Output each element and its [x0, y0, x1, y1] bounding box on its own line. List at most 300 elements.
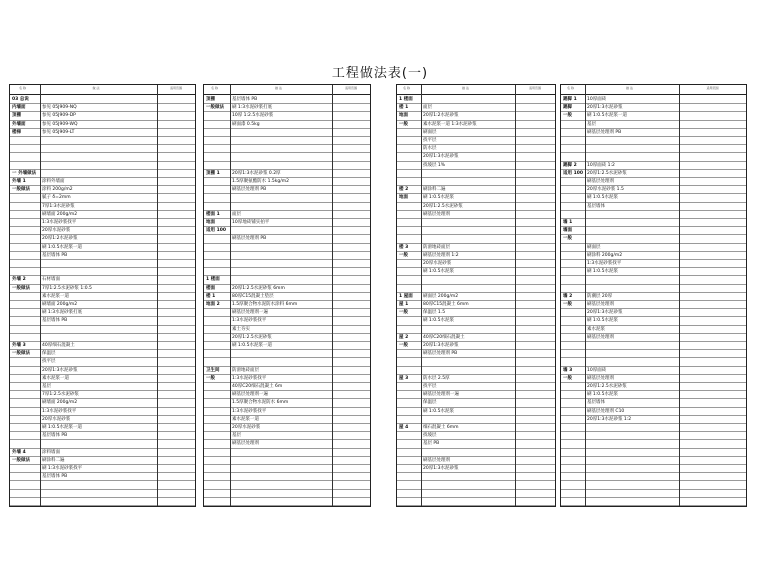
- row-divider: [204, 505, 370, 506]
- item-spec: 1:3水泥砂浆找平: [232, 318, 267, 324]
- header-cell: 适用范围: [345, 86, 358, 90]
- row-divider: [561, 234, 746, 235]
- row-divider: [10, 448, 195, 449]
- row-divider: [561, 423, 746, 424]
- row-divider: [561, 341, 746, 342]
- item-spec: 20厚1:2水泥砂浆: [423, 113, 459, 119]
- row-divider: [561, 226, 746, 227]
- row-divider: [204, 136, 370, 137]
- row-divider: [10, 193, 195, 194]
- item-name: 一般做法: [206, 105, 224, 111]
- item-name: 适用 100: [563, 170, 583, 176]
- item-spec: 20厚1:3水泥砂浆: [423, 154, 459, 160]
- item-spec: 刷墙面 200g/m2: [42, 400, 78, 406]
- sheet-2: [203, 84, 371, 507]
- item-spec: 20厚1:2.5水泥砂浆: [423, 203, 463, 209]
- item-spec: 20厚1:3水泥砂浆: [587, 310, 623, 316]
- header-cell: 名 称: [567, 86, 574, 90]
- item-spec: 基层: [42, 384, 51, 389]
- item-spec: 刷基层处理剂 1:2: [423, 252, 459, 258]
- sheet-header: [561, 85, 746, 95]
- item-name: 外墙 1: [12, 179, 26, 184]
- row-divider: [204, 497, 370, 498]
- item-spec: 刷基层处理剂 PB: [232, 236, 267, 242]
- item-name: 踢脚: [563, 105, 572, 111]
- item-spec: 20厚1:2.5水泥砂浆: [232, 334, 272, 340]
- row-divider: [561, 456, 746, 457]
- item-spec: 涂料外墙面: [42, 179, 65, 184]
- item-name: 楼 1: [399, 105, 409, 111]
- column-divider: [515, 85, 516, 506]
- row-divider: [204, 300, 370, 301]
- row-divider: [204, 243, 370, 244]
- item-spec: 20厚1:3水泥砂浆: [423, 466, 459, 471]
- item-spec: 20厚1:3水泥砂浆: [587, 105, 623, 111]
- row-divider: [561, 169, 746, 170]
- item-name: 卫生间: [206, 367, 220, 373]
- item-spec: 面层: [232, 211, 241, 217]
- item-spec: 防滑地砖面层: [232, 367, 259, 373]
- item-spec: 刷 1:0.5水泥浆: [423, 269, 454, 275]
- row-divider: [204, 218, 370, 219]
- item-name: 楼面: [206, 285, 215, 291]
- item-spec: 20厚水泥砂浆 1.5: [587, 187, 624, 193]
- row-divider: [10, 251, 195, 252]
- item-spec: 刷 1:0.5水泥浆一道: [232, 343, 272, 348]
- item-spec: 20厚水泥砂浆: [42, 416, 71, 422]
- item-spec: 基层墙体 PB: [42, 252, 68, 258]
- item-name: 楼 2: [399, 187, 409, 193]
- item-name: 1 楼面: [399, 97, 413, 102]
- item-spec: 防水层: [423, 146, 437, 152]
- row-divider: [10, 407, 195, 408]
- item-spec: 基层墙体: [587, 203, 605, 209]
- item-spec: 刷基层处理剂一遍: [423, 392, 459, 398]
- item-spec: 刷基层处理剂: [423, 457, 450, 463]
- item-spec: 基层: [232, 433, 241, 439]
- item-spec: 1:3水泥砂浆找平: [232, 375, 267, 381]
- item-spec: 刷墙面 200g/m2: [42, 211, 78, 217]
- item-spec: 刷基层处理剂: [587, 334, 614, 340]
- row-divider: [561, 218, 746, 219]
- row-divider: [10, 243, 195, 244]
- item-spec: 20厚1:3水泥砂浆 1:2: [587, 416, 632, 422]
- row-divider: [204, 144, 370, 145]
- item-spec: 素土夯实: [232, 326, 250, 332]
- row-divider: [204, 275, 370, 276]
- column-divider: [40, 85, 41, 506]
- row-divider: [561, 366, 746, 367]
- item-name: 一般: [399, 310, 408, 316]
- item-name: 楼 3: [399, 244, 409, 250]
- item-spec: 找平层: [42, 359, 56, 365]
- item-spec: 涂料 200g/m2: [42, 187, 73, 193]
- item-name: 踢脚 1: [563, 97, 577, 102]
- header-cell: 适用范围: [529, 86, 542, 90]
- row-divider: [10, 284, 195, 285]
- item-name: 地面 2: [206, 302, 220, 307]
- row-divider: [204, 456, 370, 457]
- item-name: 外墙面: [12, 121, 26, 127]
- row-divider: [561, 161, 746, 162]
- row-divider: [10, 308, 195, 309]
- row-divider: [10, 374, 195, 375]
- row-divider: [204, 366, 370, 367]
- item-spec: 刷基层处理剂: [232, 441, 259, 447]
- header-cell: 做 法: [462, 86, 469, 90]
- row-divider: [561, 136, 746, 137]
- item-name: 外墙 3: [12, 343, 26, 348]
- item-spec: 刷基层处理剂 PB: [232, 187, 267, 193]
- item-spec: 7厚1:2.5水泥砂浆: [42, 392, 79, 398]
- row-divider: [561, 292, 746, 293]
- item-spec: 10厚面砖: [587, 367, 607, 373]
- row-divider: [10, 234, 195, 235]
- row-divider: [10, 464, 195, 465]
- item-spec: 素水泥浆一道: [232, 416, 259, 422]
- item-spec: 刷面层 200g/m2: [423, 293, 459, 299]
- row-divider: [204, 169, 370, 170]
- row-divider: [204, 111, 370, 112]
- row-divider: [561, 480, 746, 481]
- item-name: 楼面 1: [206, 211, 220, 217]
- row-divider: [561, 497, 746, 498]
- row-divider: [10, 128, 195, 129]
- row-divider: [204, 357, 370, 358]
- item-name: 一般: [563, 236, 572, 242]
- item-name: 一般: [563, 302, 572, 307]
- row-divider: [561, 120, 746, 121]
- row-divider: [10, 169, 195, 170]
- row-divider: [10, 300, 195, 301]
- row-divider: [10, 136, 195, 137]
- row-divider: [10, 489, 195, 490]
- row-divider: [10, 259, 195, 260]
- column-divider: [585, 85, 586, 506]
- row-divider: [204, 251, 370, 252]
- row-divider: [10, 472, 195, 473]
- row-divider: [561, 152, 746, 153]
- row-divider: [204, 152, 370, 153]
- item-spec: 20厚水泥砂浆: [423, 261, 452, 266]
- item-spec: 刷涂料二遍: [42, 457, 65, 463]
- item-name: 墙 3: [563, 367, 573, 373]
- row-divider: [561, 431, 746, 432]
- row-divider: [10, 161, 195, 162]
- item-name: 屋 4: [399, 425, 409, 430]
- item-name: 一般: [399, 343, 408, 348]
- column-divider: [157, 85, 158, 506]
- item-spec: 刷面漆 0.5kg: [232, 121, 260, 127]
- row-divider: [204, 202, 370, 203]
- item-spec: 找坡层: [423, 433, 437, 439]
- row-divider: [204, 407, 370, 408]
- item-spec: 10厚面砖: [587, 97, 607, 102]
- item-name: 顶棚: [206, 97, 215, 102]
- row-divider: [10, 226, 195, 227]
- row-divider: [561, 325, 746, 326]
- item-spec: 涂料墙面: [42, 449, 60, 455]
- item-name: 一般: [206, 375, 215, 381]
- item-name: 一般: [399, 252, 408, 258]
- row-divider: [561, 407, 746, 408]
- row-divider: [204, 193, 370, 194]
- column-divider: [421, 85, 422, 506]
- item-spec: 刷 1:3水泥砂浆打底: [42, 310, 83, 316]
- item-name: 内墙面: [12, 105, 26, 111]
- row-divider: [204, 226, 370, 227]
- row-divider: [10, 456, 195, 457]
- column-divider: [679, 85, 680, 506]
- column-divider: [230, 85, 231, 506]
- item-spec: 基层墙体 PB: [42, 474, 68, 480]
- row-divider: [204, 423, 370, 424]
- row-divider: [204, 161, 370, 162]
- row-divider: [204, 472, 370, 473]
- row-divider: [10, 366, 195, 367]
- row-divider: [561, 284, 746, 285]
- item-name: 楼 1: [206, 293, 216, 299]
- row-divider: [10, 349, 195, 350]
- item-spec: 1:3水泥砂浆找平: [42, 220, 77, 225]
- column-divider: [332, 85, 333, 506]
- item-spec: 20厚1:2.5水泥砂浆: [587, 170, 627, 176]
- row-divider: [561, 349, 746, 350]
- item-spec: 基层: [587, 121, 596, 127]
- sheet-4: [560, 84, 747, 507]
- item-spec: 1:3水泥砂浆找平: [232, 408, 267, 414]
- item-spec: 20厚1:3水泥砂浆: [423, 343, 459, 348]
- item-spec: 找平层: [423, 384, 437, 389]
- row-divider: [10, 505, 195, 506]
- item-spec: 1:3水泥砂浆找平: [587, 261, 622, 266]
- item-spec: 10厚地砖铺实拍平: [232, 220, 270, 225]
- item-spec: 40厚C20细石混凝土 6m: [232, 384, 283, 389]
- row-divider: [204, 341, 370, 342]
- row-divider: [561, 464, 746, 465]
- row-divider: [10, 111, 195, 112]
- item-spec: 20厚1:2.5水泥砂浆 6mm: [232, 285, 285, 291]
- row-divider: [10, 398, 195, 399]
- item-spec: 石材墙面: [42, 277, 60, 283]
- item-spec: 刷 1:0.5水泥浆: [423, 318, 454, 324]
- item-spec: 刷 1:0.5水泥浆: [587, 269, 618, 275]
- item-name: 03 总说: [12, 97, 29, 102]
- row-divider: [561, 128, 746, 129]
- row-divider: [561, 210, 746, 211]
- item-spec: 刷基层处理剂 PB: [587, 129, 622, 135]
- header-cell: 做 法: [275, 86, 282, 90]
- row-divider: [10, 185, 195, 186]
- row-divider: [10, 152, 195, 153]
- item-spec: 腻子 δ=2mm: [42, 195, 71, 201]
- item-spec: 细石混凝土 6mm: [423, 425, 459, 430]
- sheet-3: [396, 84, 556, 507]
- item-spec: 刷 1:0.5水泥浆: [587, 318, 618, 324]
- item-name: 墙 2: [563, 293, 573, 299]
- item-spec: 7厚1:3水泥砂浆: [42, 203, 75, 209]
- row-divider: [204, 333, 370, 334]
- row-divider: [204, 464, 370, 465]
- item-name: 一般做法: [12, 187, 30, 193]
- item-spec: 刷墙面 200g/m2: [42, 302, 78, 307]
- item-spec: 刷基层处理剂一遍: [232, 392, 268, 398]
- item-name: 墙 1: [563, 220, 573, 225]
- item-spec: 20厚1:3水泥砂浆: [42, 367, 78, 373]
- row-divider: [561, 177, 746, 178]
- row-divider: [204, 210, 370, 211]
- row-divider: [561, 439, 746, 440]
- item-spec: 刷基层处理剂: [587, 375, 614, 381]
- header-cell: 适用范围: [706, 86, 719, 90]
- row-divider: [10, 382, 195, 383]
- item-spec: 7厚1:2.5水泥砂浆 1:0.5: [42, 285, 92, 291]
- header-cell: 名 称: [403, 86, 410, 90]
- item-spec: 找坡层 1%: [423, 162, 446, 168]
- row-divider: [10, 439, 195, 440]
- row-divider: [10, 423, 195, 424]
- item-spec: 40厚细石混凝土: [42, 343, 75, 348]
- item-name: 地面: [206, 220, 215, 225]
- row-divider: [204, 480, 370, 481]
- item-spec: 刷涂料二遍: [423, 187, 446, 193]
- row-divider: [561, 300, 746, 301]
- row-divider: [10, 357, 195, 358]
- item-name: 楼梯: [12, 129, 21, 135]
- item-spec: 刷 1:0.5水泥浆一道: [587, 113, 627, 119]
- row-divider: [10, 210, 195, 211]
- row-divider: [10, 316, 195, 317]
- header-cell: 做 法: [92, 86, 100, 90]
- item-name: 外墙 4: [12, 449, 26, 455]
- item-spec: 基层墙体: [587, 400, 605, 406]
- row-divider: [561, 489, 746, 490]
- item-spec: 防潮层 20厚: [587, 293, 613, 299]
- item-spec: 刷 1:0.5水泥浆: [423, 408, 454, 414]
- item-spec: 20厚水泥砂浆: [232, 425, 261, 430]
- row-divider: [204, 325, 370, 326]
- item-spec: 80厚C15混凝土垫层: [232, 293, 274, 299]
- item-spec: 素水泥浆一道: [42, 293, 69, 299]
- item-name: 屋 3: [399, 375, 409, 381]
- row-divider: [10, 480, 195, 481]
- item-name: 适用 100: [206, 228, 226, 234]
- item-spec: 防水层 2.5厚: [423, 375, 450, 381]
- item-spec: 刷基层处理剂: [587, 302, 614, 307]
- row-divider: [561, 448, 746, 449]
- item-spec: 80厚C15混凝土 6mm: [423, 302, 469, 307]
- row-divider: [204, 308, 370, 309]
- item-spec: 素水泥浆: [587, 326, 605, 332]
- item-spec: 素水泥浆一道 1:3水泥砂浆: [423, 121, 477, 127]
- item-spec: 40厚C20细石混凝土: [423, 334, 465, 340]
- row-divider: [10, 144, 195, 145]
- item-name: 一般: [563, 113, 572, 119]
- header-cell: 名 称: [211, 86, 218, 90]
- header-cell: 适用范围: [170, 86, 183, 90]
- item-name: 屋 1: [399, 302, 409, 307]
- item-name: 墙面: [563, 228, 572, 234]
- row-divider: [561, 259, 746, 260]
- row-divider: [10, 218, 195, 219]
- row-divider: [561, 202, 746, 203]
- item-name: 地面: [399, 195, 408, 201]
- row-divider: [10, 267, 195, 268]
- item-spec: 保温层: [423, 400, 437, 406]
- row-divider: [10, 431, 195, 432]
- row-divider: [10, 325, 195, 326]
- item-spec: 刷 1:0.5水泥浆一道: [42, 425, 82, 430]
- row-divider: [10, 177, 195, 178]
- row-divider: [204, 103, 370, 104]
- header-cell: 名 称: [19, 86, 26, 90]
- row-divider: [561, 144, 746, 145]
- row-divider: [204, 374, 370, 375]
- row-divider: [204, 292, 370, 293]
- sheet-1: [9, 84, 196, 507]
- item-spec: 参见 05J909-NQ: [42, 105, 77, 111]
- row-divider: [561, 374, 746, 375]
- item-spec: 刷基层处理剂: [423, 211, 450, 217]
- row-divider: [204, 259, 370, 260]
- row-divider: [204, 439, 370, 440]
- item-spec: 刷基层处理剂一遍: [232, 310, 268, 316]
- item-name: 一般: [399, 121, 408, 127]
- item-spec: 参见 05J909-LT: [42, 129, 75, 135]
- item-name: 地面: [399, 113, 408, 119]
- item-spec: 刷基层处理剂: [587, 179, 614, 184]
- row-divider: [10, 292, 195, 293]
- row-divider: [204, 349, 370, 350]
- item-spec: 基层墙体 PB: [232, 97, 258, 102]
- row-divider: [204, 448, 370, 449]
- row-divider: [204, 431, 370, 432]
- row-divider: [204, 316, 370, 317]
- item-name: 外墙 2: [12, 277, 26, 283]
- item-name: 踢脚 2: [563, 162, 577, 168]
- sheet-header: [204, 85, 370, 95]
- row-divider: [10, 390, 195, 391]
- row-divider: [10, 275, 195, 276]
- row-divider: [204, 415, 370, 416]
- row-divider: [204, 284, 370, 285]
- item-name: 1 楼面: [206, 277, 220, 283]
- item-spec: 10厚 1:2.5水泥砂浆: [232, 113, 274, 119]
- row-divider: [561, 251, 746, 252]
- row-divider: [204, 120, 370, 121]
- item-spec: 刷 1:0.5水泥浆一道: [42, 244, 82, 250]
- page-title: 工程做法表(一): [331, 66, 429, 81]
- item-spec: 刷 1:0.5水泥浆: [587, 392, 618, 398]
- item-name: 一般做法: [12, 285, 30, 291]
- row-divider: [10, 333, 195, 334]
- row-divider: [561, 472, 746, 473]
- row-divider: [10, 103, 195, 104]
- item-spec: 刷 1:3水泥砂浆找平: [42, 466, 83, 471]
- item-spec: 1.5厚聚合物水泥防水 6mm: [232, 400, 289, 406]
- item-spec: 基层墙体 PB: [42, 433, 68, 439]
- item-spec: 刷 1:3水泥砂浆打底: [232, 105, 273, 111]
- header-cell: 做 法: [626, 86, 633, 90]
- row-divider: [561, 243, 746, 244]
- item-spec: 刷涂料 200g/m2: [587, 252, 623, 258]
- item-spec: 参见 05J909-DP: [42, 113, 76, 119]
- item-spec: 刷 1:0.5水泥浆: [587, 195, 618, 201]
- item-name: 一般做法: [12, 457, 30, 463]
- sheet-header: [10, 85, 195, 95]
- row-divider: [561, 357, 746, 358]
- row-divider: [204, 489, 370, 490]
